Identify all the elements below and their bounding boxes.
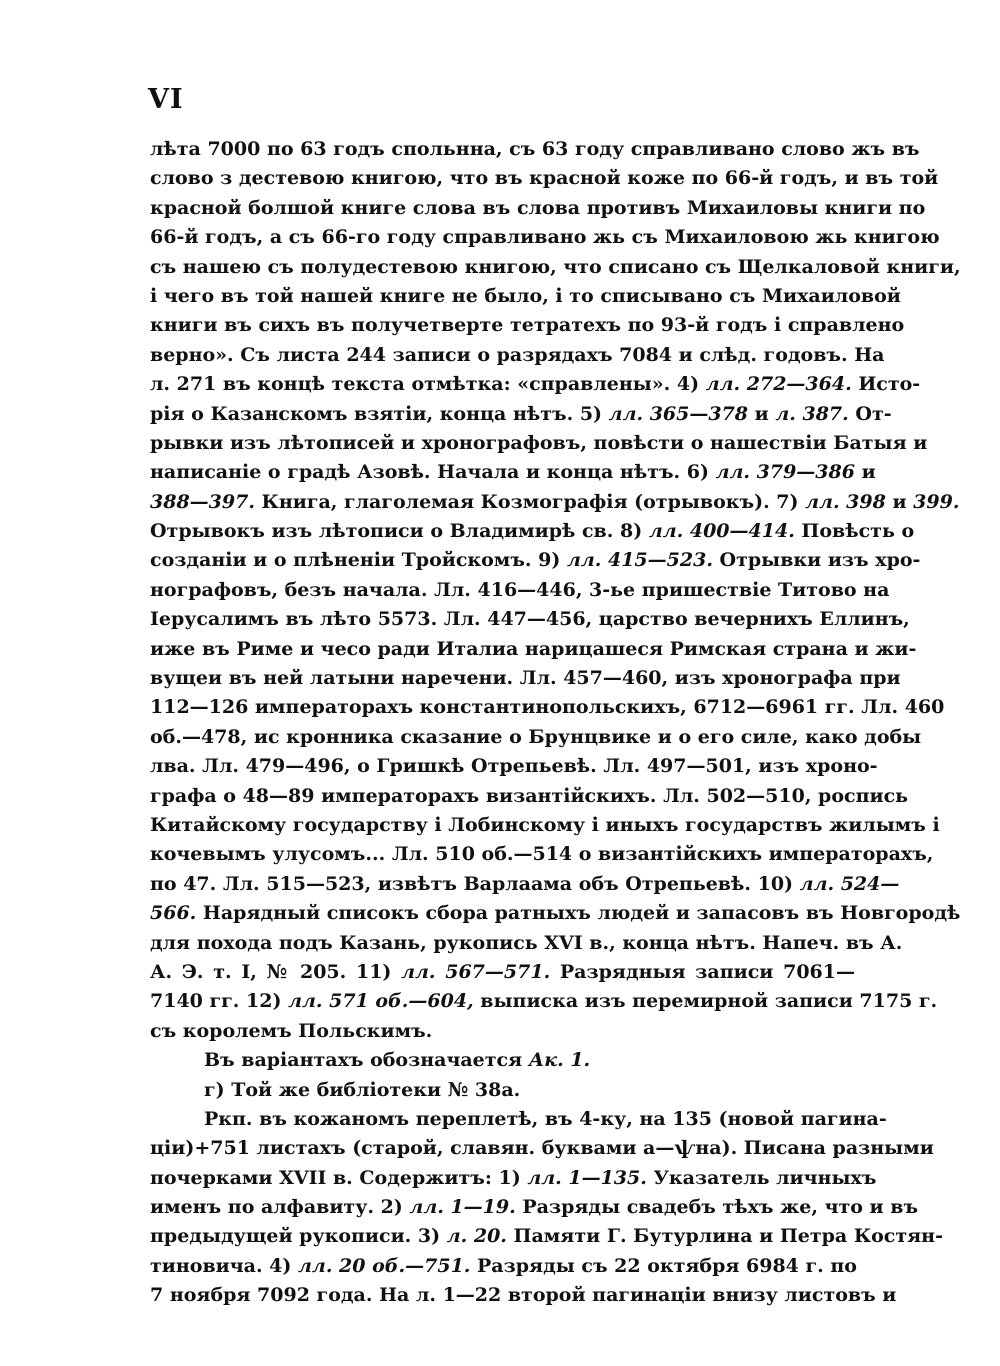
body-text: Китайскому государству і Лобинскому і иныхъ государствъ жилымъ і	[150, 813, 940, 836]
text-line	[150, 958, 855, 987]
text-line	[150, 1105, 887, 1134]
text-line	[150, 194, 926, 223]
text-line	[150, 517, 915, 546]
reference-text: лл. 524—	[799, 872, 900, 895]
body-text: Отрывокъ изъ лѣтописи о Владимирѣ св. 8)	[150, 520, 649, 543]
text-line	[150, 458, 876, 487]
text-line	[150, 1134, 934, 1163]
text-line	[150, 870, 900, 899]
body-text: А. Э. т. I, № 205. 11)	[150, 960, 402, 983]
body-text: книги въ сихъ въ получетверте тетратехъ по 93-й годъ і справлено	[150, 314, 905, 337]
text-line	[150, 840, 934, 869]
reference-text: 388—397.	[150, 490, 255, 513]
body-text: Разрядныя записи 7061—	[550, 960, 855, 983]
body-text: и	[854, 461, 876, 484]
text-line	[150, 1046, 855, 1075]
body-text: 7 ноября 7092 года. На л. 1—22 второй пагинаціи внизу листовъ и	[150, 1284, 897, 1307]
body-text: предыдущей рукописи. 3)	[150, 1225, 447, 1248]
body-text: Памяти Г. Бутурлина и Петра Костян-	[506, 1225, 943, 1248]
body-text: Разряды съ 22 октября 6984 г. по	[470, 1254, 857, 1277]
text-line	[150, 1222, 943, 1251]
body-text: именъ по алфавиту. 2)	[150, 1196, 410, 1219]
text-line	[150, 488, 960, 517]
reference-text: лл. 567—571.	[401, 960, 551, 983]
text-line	[150, 693, 945, 722]
text-line	[150, 576, 890, 605]
text-line	[150, 1281, 897, 1310]
body-text: и	[748, 402, 776, 425]
body-text: г) Той же библіотеки № 38а.	[204, 1078, 521, 1101]
body-text: Въ варіантахъ обозначается	[204, 1049, 529, 1072]
text-line	[150, 752, 878, 781]
body-text: вущеи въ ней латыни наречени. Лл. 457—460, изъ хронографа при	[150, 667, 901, 690]
text-line	[150, 987, 938, 1016]
reference-text: 399.	[913, 490, 960, 513]
reference-text: Ак. 1.	[528, 1049, 591, 1072]
body-text: Нарядный списокъ сбора ратныхъ людей и запасовъ въ Новгородѣ	[196, 902, 961, 925]
reference-text: лл. 20 об.—751.	[298, 1254, 471, 1277]
body-text: съ королемъ Польскимъ.	[150, 1019, 433, 1042]
text-line	[150, 1252, 855, 1281]
text-line	[150, 605, 910, 634]
reference-text: лл. 415—523.	[566, 549, 713, 572]
text-line	[150, 135, 920, 164]
reference-text: 566.	[150, 902, 197, 925]
text-line	[150, 929, 903, 958]
text-line	[150, 546, 921, 575]
text-line	[150, 723, 922, 752]
text-line	[150, 635, 917, 664]
body-text: Исто-	[851, 373, 921, 396]
body-text: і чего въ той нашей книге не было, і то списывано съ Михаиловой	[150, 284, 901, 307]
body-text: ціи)+751 листахъ (старой, славян. буквами а—ѱна). Писана разными	[150, 1137, 934, 1160]
reference-text: лл. 365—378	[608, 402, 749, 425]
text-line	[150, 664, 901, 693]
reference-text: лл. 379—386	[715, 461, 855, 484]
text-line	[150, 370, 921, 399]
reference-text: лл. 398	[805, 490, 886, 513]
reference-text: лл. 400—414.	[648, 520, 795, 543]
body-text: рывки изъ лѣтописей и хронографовъ, повѣсти о нашествіи Батыя и	[150, 431, 928, 454]
text-line	[150, 1193, 919, 1222]
body-text: написаніе о градѣ Азовѣ. Начала и конца нѣтъ. 6)	[150, 461, 716, 484]
text-line	[150, 811, 940, 840]
body-text: об.—478, ис кронника сказание о Брунцвике и о его силе, како добы	[150, 725, 922, 748]
body-text: 112—126 императорахъ константинопольскихъ, 6712—6961 гг. Лл. 460	[150, 696, 945, 719]
body-text: лва. Лл. 479—496, о Гришкѣ Отрепьевѣ. Лл. 497—501, изъ хроно-	[150, 755, 878, 778]
body-text: Разряды свадебъ тѣхъ же, что и въ	[515, 1196, 919, 1219]
body-text: графа о 48—89 императорахъ византійскихъ. Лл. 502—510, роспись	[150, 784, 909, 807]
body-text: для похода подъ Казань, рукопись XVI в., конца нѣтъ. Напеч. въ А.	[150, 931, 903, 954]
body-text: выписка изъ перемирной записи 7175 г.	[473, 990, 938, 1013]
reference-text: лл. 571 об.—604,	[288, 990, 474, 1013]
reference-text: лл. 1—19.	[409, 1196, 516, 1219]
text-body	[150, 135, 961, 1311]
text-line	[150, 311, 905, 340]
reference-text: л. 387.	[775, 402, 849, 425]
body-text: Книга, глаголемая Козмографія (отрывокъ). 7)	[254, 490, 806, 513]
body-text: созданіи и о плѣненіи Тройскомъ. 9)	[150, 549, 567, 572]
body-text: тиновича. 4)	[150, 1254, 299, 1277]
text-line	[150, 341, 885, 370]
page-number: VI	[148, 84, 184, 115]
text-line	[150, 1076, 855, 1105]
text-line	[150, 253, 961, 282]
body-text: л. 271 въ концѣ текста отмѣтка: «справлены». 4)	[150, 373, 706, 396]
body-text: От-	[848, 402, 892, 425]
text-line	[150, 899, 961, 928]
body-text: 66-й годъ, а съ 66-го году справливано жь съ Михаиловою жь книгою	[150, 226, 940, 249]
text-line	[150, 1164, 877, 1193]
reference-text: лл. 1—135.	[527, 1166, 647, 1189]
text-line	[150, 1017, 855, 1046]
text-line	[150, 400, 892, 429]
body-text: нографовъ, безъ начала. Лл. 416—446, 3-ье пришествіе Титово на	[150, 578, 890, 601]
body-text: Отрывки изъ хро-	[712, 549, 921, 572]
text-line	[150, 782, 909, 811]
body-text: слово з дестевою книгою, что въ красной коже по 66-й годъ, и въ той	[150, 167, 939, 190]
body-text: почерками XVII в. Содержитъ: 1)	[150, 1166, 528, 1189]
body-text: и	[885, 490, 914, 513]
body-text: съ нашею съ полудестевою книгою, что списано съ Щелкаловой книги,	[150, 255, 961, 278]
body-text: Іерусалимъ въ лѣто 5573. Лл. 447—456, царство вечернихъ Еллинъ,	[150, 608, 910, 631]
body-text: кочевымъ улусомъ... Лл. 510 об.—514 о византійскихъ императорахъ,	[150, 843, 934, 866]
body-text: 7140 гг. 12)	[150, 990, 289, 1013]
text-line	[150, 429, 928, 458]
reference-text: лл. 272—364.	[705, 373, 852, 396]
body-text: по 47. Лл. 515—523, извѣтъ Варлаама объ Отрепьевѣ. 10)	[150, 872, 800, 895]
body-text: Указатель личныхъ	[646, 1166, 877, 1189]
body-text: верно». Съ листа 244 записи о разрядахъ 7084 и слѣд. годовъ. На	[150, 343, 885, 366]
body-text: иже въ Риме и чесо ради Италиа нарицашеся Римская страна и жи-	[150, 637, 917, 660]
reference-text: л. 20.	[446, 1225, 507, 1248]
body-text: Ркп. въ кожаномъ переплетѣ, въ 4-ку, на 135 (новой пагина-	[204, 1107, 887, 1130]
body-text: рія о Казанскомъ взятіи, конца нѣтъ. 5)	[150, 402, 609, 425]
text-line	[150, 223, 940, 252]
body-text: Повѣсть о	[794, 520, 915, 543]
text-line	[150, 282, 901, 311]
body-text: лѣта 7000 по 63 годъ спольнна, съ 63 году справливано слово жъ въ	[150, 138, 920, 160]
body-text: красной болшой книге слова въ слова противъ Михаиловы книги по	[150, 196, 926, 219]
text-line	[150, 164, 939, 193]
